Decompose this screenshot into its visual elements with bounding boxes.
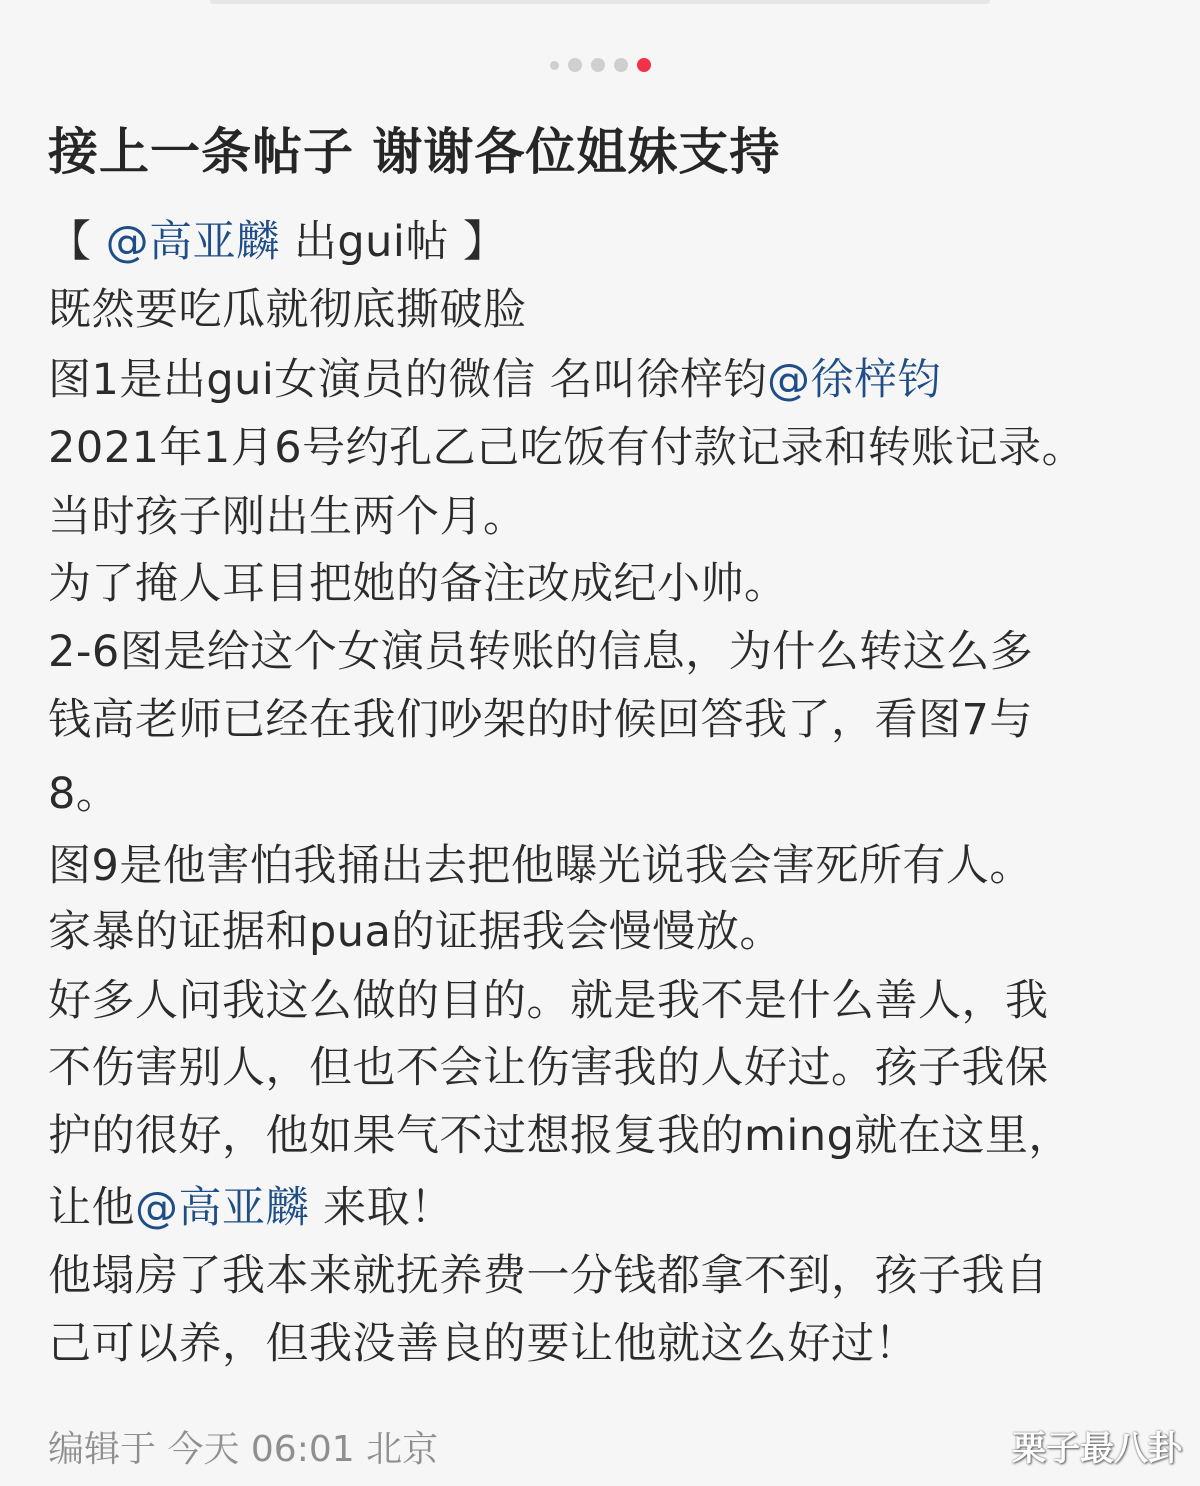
body-text: 出gui帖 】 [279,217,507,267]
body-line: 2-6图是给这个女演员转账的信息，为什么转这么多 [48,627,1034,677]
mention-link[interactable]: @徐梓钧 [767,355,942,405]
body-line: 护的很好，他如果气不过想报复我的ming就在这里， [48,1111,1072,1161]
body-line: 家暴的证据和pua的证据我会慢慢放。 [48,907,783,957]
mention-link[interactable]: @高亚麟 [105,217,280,267]
body-text: 图1是出gui女演员的微信 名叫徐梓钧 [48,355,768,405]
pager-dot-4[interactable] [614,58,628,72]
body-line [48,1180,454,1236]
watermark: 栗子最八卦 [1012,1429,1182,1469]
body-text: 来取！ [309,1183,454,1233]
body-line: 当时孩子刚出生两个月。 [48,492,527,542]
body-line [48,214,507,270]
pager-dot-3[interactable] [591,58,605,72]
body-line: 2021年1月6号约孔乙己吃饭有付款记录和转账记录。 [48,423,1086,473]
body-line [48,352,941,408]
body-line: 为了掩人耳目把她的备注改成纪小帅。 [48,559,788,609]
image-pager[interactable] [0,58,1200,72]
body-line: 己可以养，但我没善良的要让他就这么好过！ [48,1319,918,1369]
post-title: 接上一条帖子 谢谢各位姐妹支持 [48,123,781,181]
mention-link[interactable]: @高亚麟 [135,1183,309,1233]
previous-image-edge [210,0,990,4]
edit-timestamp: 编辑于 今天 06:01 北京 [48,1429,439,1470]
pager-dot-5-active[interactable] [637,58,651,72]
body-text: 让他 [48,1183,135,1233]
body-line: 他塌房了我本来就抚养费一分钱都拿不到，孩子我自 [48,1251,1049,1301]
body-line: 好多人问我这么做的目的。就是我不是什么善人，我 [48,976,1049,1026]
bracket-open: 【 [48,217,106,267]
body-line: 8。 [48,769,120,819]
body-line: 图9是他害怕我捅出去把他曝光说我会害死所有人。 [48,841,1033,891]
pager-dot-2[interactable] [568,58,582,72]
pager-dot-1[interactable] [550,61,559,70]
body-line: 钱高老师已经在我们吵架的时候回答我了，看图7与 [48,695,1033,745]
body-line: 既然要吃瓜就彻底撕破脸 [48,285,527,335]
body-line: 不伤害别人，但也不会让伤害我的人好过。孩子我保 [48,1043,1049,1093]
